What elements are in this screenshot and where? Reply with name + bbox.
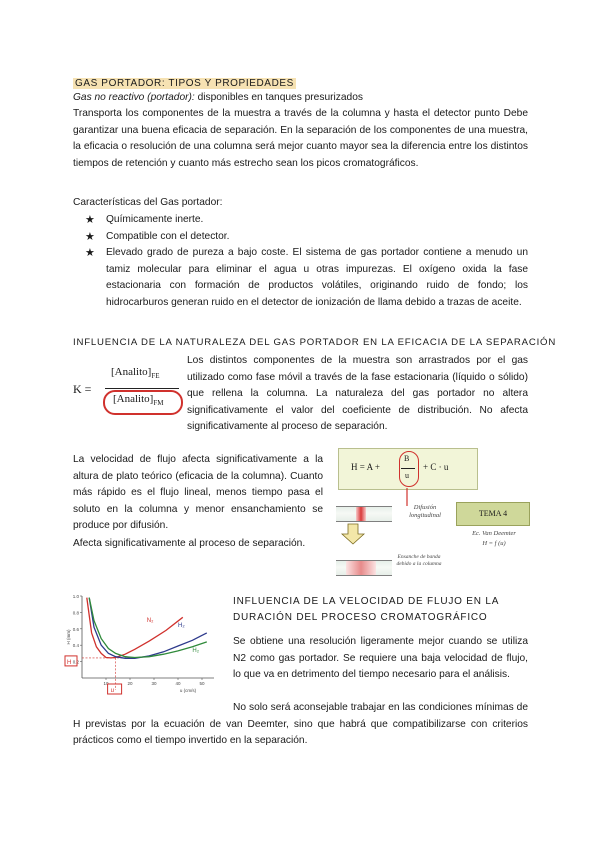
y-axis-label: H (mm): [66, 629, 71, 645]
down-arrow-icon: [342, 524, 364, 544]
section4-title: INFLUENCIA DE LA VELOCIDAD DE FLUJO EN LA DURACIÓN DEL PROCESO CROMATOGRÁFICO: [233, 596, 499, 623]
x-tick-label: 20: [127, 681, 133, 686]
eq-lhs: H = A +: [351, 462, 380, 472]
label-h-fu: H = f (u): [482, 540, 506, 547]
x-axis-label: u (cm/s): [179, 688, 197, 693]
distribution-coefficient-formula: [73, 360, 183, 415]
y-tick-label: 0.2: [72, 659, 79, 665]
list-item: ★ Químicamente inerte.: [73, 212, 528, 229]
list-item: ★ Elevado grado de pureza a bajo coste. El sistema de gas portador contiene a menudo un tamiz molecular para eliminar el agua u otras impurezas. El oxígeno oxida la fase estacionaria con formación de productos volátiles, originando ruido de fondo; los hidrocarburos generan ruido en el detector de ionización de llama debido a trazas de aceite.: [85, 247, 528, 308]
eq-frac-num: B: [404, 454, 410, 463]
broad-band: [346, 561, 376, 575]
narrow-band: [356, 507, 366, 521]
section3-paragraph1: La velocidad de flujo afecta significativamente a la altura de plato teórico (eficacia de la columna). Cuanto más rápido es el flujo lineal, menos tiempo pasa el soluto en la columna y menor ensanchamiento se produce por difusión.: [73, 454, 323, 531]
column-tube-2: [336, 560, 392, 576]
section3-paragraph2: Afecta significativamente al proceso de separación.: [73, 538, 306, 549]
formula-numerator: $[Analito]_{FE}$: [111, 366, 160, 381]
column-tube-1: [336, 506, 392, 522]
van-deemter-chart: [64, 592, 226, 700]
y-tick-label: 1.0: [72, 594, 79, 599]
y-tick-label: 0.4: [72, 643, 79, 649]
series-line-2: [89, 598, 207, 658]
h-min-label: H: [67, 659, 72, 666]
subtitle-italic: Gas no reactivo (portador):: [73, 92, 195, 103]
x-tick-label: 30: [151, 681, 157, 686]
section4-paragraph2: No solo será aconsejable trabajar en las condiciones mínimas de H previstas por la ecuación de van Deemter, sino que habrá que compatibilizarse con criterios prácticos como el tiempo invertido en la separación.: [73, 702, 528, 746]
series-label-h2-green: H₂: [192, 647, 200, 654]
van-deemter-diagram: [334, 448, 534, 580]
formula-denominator: $[Analito]_{FM}$: [113, 393, 164, 408]
section1-paragraph: Transporta los componentes de la muestra a través de la columna y hasta el detector punto Debe garantizar una buena eficacia de separación. En la separación de los componentes de una muestra, la eficacia o resolución de una columna será mejor cuanto mayor sea la diferencia entre los distintos tiempos de retención y cuanto más estrecho sean los picos cromatográficos.: [73, 108, 528, 169]
series-label-n2: N₂: [146, 618, 154, 625]
section4-paragraph1: Se obtiene una resolución ligeramente mejor cuando se utiliza N2 como gas portador. Se requiere una baja velocidad de flujo, lo que va en detrimento del tiempo necesario para el análisis.: [233, 636, 528, 680]
characteristics-list: [73, 212, 528, 311]
series-label-h2: H₂: [178, 623, 185, 630]
section1-title: GAS PORTADOR: TIPOS Y PROPIEDADES: [75, 78, 294, 89]
label-broadening: Ensanche de banda debido a la columna: [396, 554, 442, 567]
y-tick-label: 0.8: [72, 610, 79, 616]
subtitle-rest: disponibles en tanques presurizados: [194, 92, 363, 103]
star-bullet-icon: ★: [85, 214, 95, 226]
series-line-0: [87, 598, 183, 658]
label-diffusion: Difusión longitudinal: [409, 504, 441, 519]
star-bullet-icon: ★: [85, 230, 95, 243]
x-tick-label: 40: [175, 681, 181, 686]
star-bullet-icon: ★: [85, 247, 95, 259]
label-van-deemter: Ec. Van Deemter: [472, 530, 516, 537]
carrier-gas-subtitle: [73, 90, 528, 107]
section2-title: INFLUENCIA DE LA NATURALEZA DEL GAS PORTADOR EN LA EFICACIA DE LA SEPARACIÓN: [73, 337, 557, 348]
formula-lhs: K =: [73, 382, 92, 396]
series-line-1: [89, 598, 207, 659]
eq-frac-den: u: [405, 471, 409, 480]
section1-title-wrap: [73, 73, 296, 91]
tema-box: TEMA 4: [456, 502, 530, 526]
list-item: ★ Compatible con el detector.: [73, 229, 528, 246]
characteristics-list-wrap: [73, 212, 528, 311]
section2-paragraph: Los distintos componentes de la muestra son arrastrados por el gas utilizado como fase móvil a través de la fase estacionaria (líquido o sólido) que rellena la columna. La naturaleza del gas portador no altera significativamente el valor del coeficiente de distribución. No afecta significativamente al proceso de separación.: [187, 355, 528, 432]
y-tick-label: 0.6: [72, 626, 79, 632]
characteristics-label: Características del Gas portador:: [73, 197, 223, 208]
fraction-line: [105, 388, 179, 389]
eq-rhs: + C · u: [423, 462, 449, 472]
x-tick-label: 50: [199, 681, 205, 686]
u-opt-label: u: [110, 688, 114, 694]
x-tick-label: 10: [103, 681, 109, 686]
